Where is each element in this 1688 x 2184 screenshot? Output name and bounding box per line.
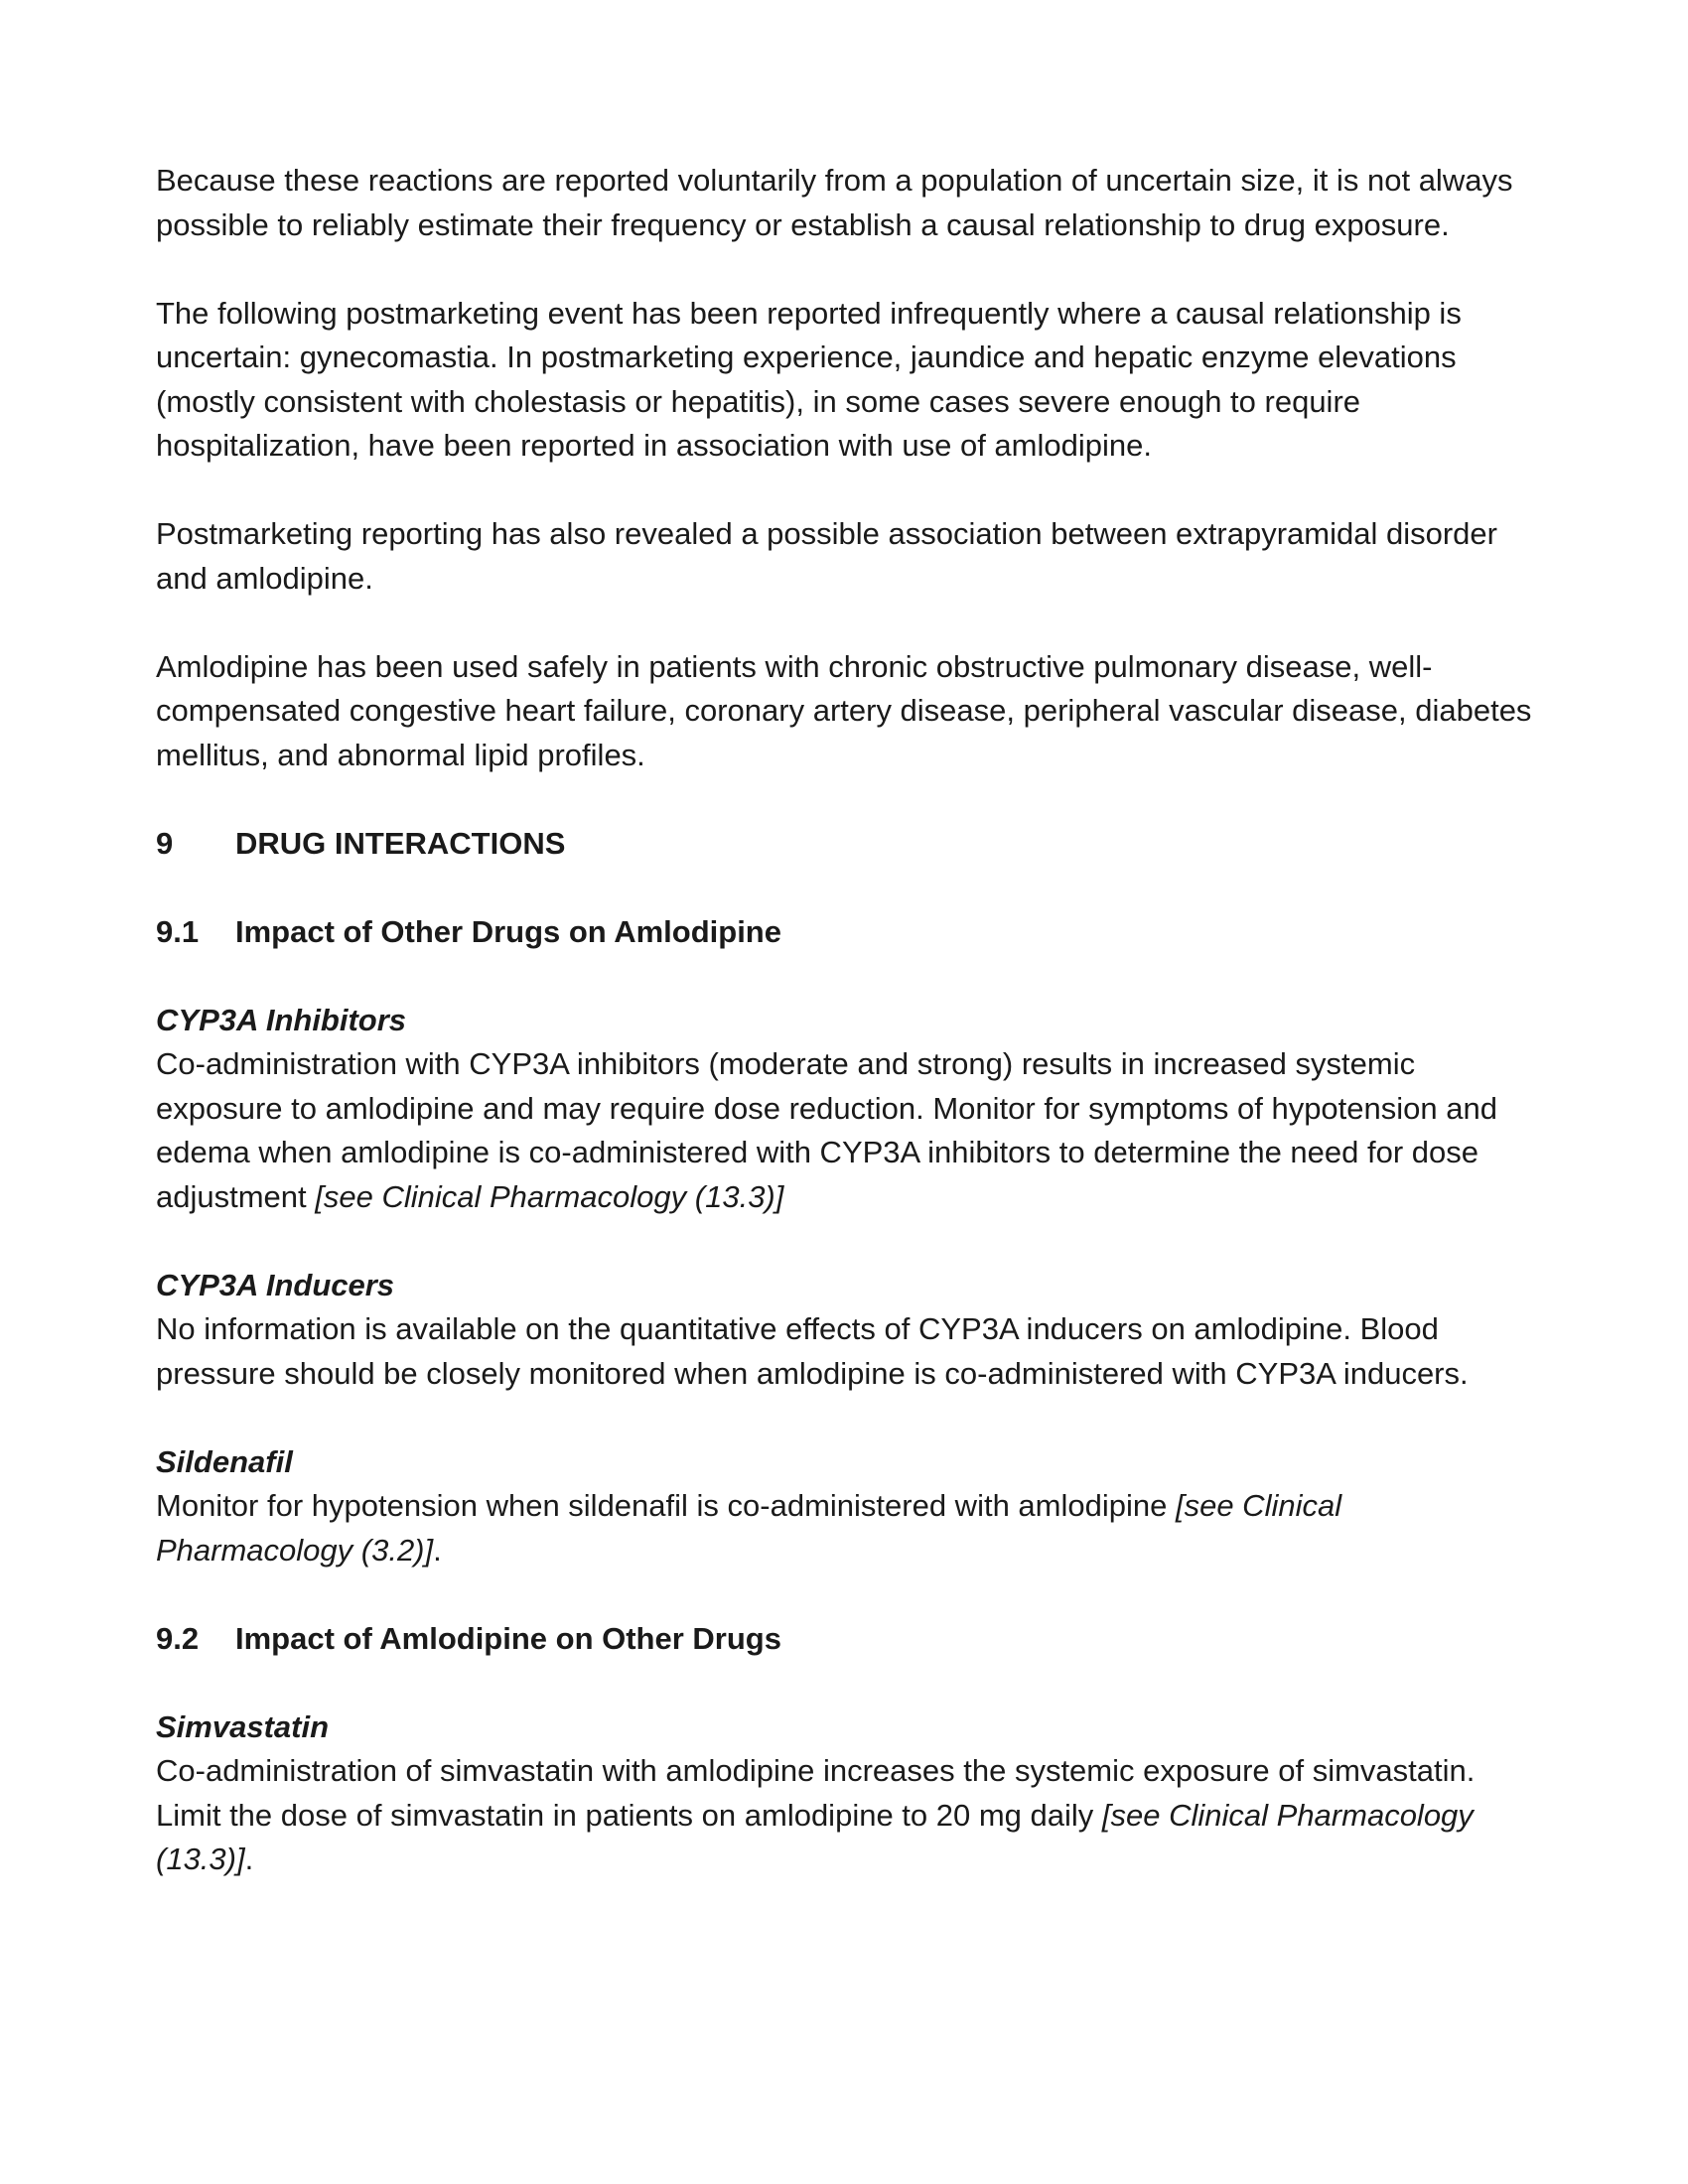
cyp3a-inducers-text: No information is available on the quantitative effects of CYP3A inducers on amlodipine. Blood pressure should be closely monitored when amlodipine is co-administered with CYP3A inducers. — [156, 1311, 1469, 1391]
sildenafil-heading: Sildenafil — [156, 1443, 293, 1479]
section-9-1-title: Impact of Other Drugs on Amlodipine — [235, 913, 781, 949]
paragraph-extrapyramidal: Postmarketing reporting has also revealed a possible association between extrapyramidal disorder and amlodipine. — [156, 516, 1497, 596]
section-9-1-number: 9.1 — [156, 913, 200, 949]
section-9-2-heading — [156, 1617, 1546, 1662]
simvastatin-heading: Simvastatin — [156, 1708, 330, 1744]
section-9-title: DRUG INTERACTIONS — [235, 825, 566, 861]
simvastatin-end: . — [244, 1842, 254, 1876]
sildenafil-reference: [see Clinical Pharmacology (3.2)] — [156, 1488, 1342, 1568]
cyp3a-inhibitors-text — [156, 1042, 1546, 1219]
paragraph-postmarketing-event: The following postmarketing event has been reported infrequently where a causal relationship is uncertain: gynecomastia. In postmarketing experience, jaundice and hepatic enzyme elevations (mostly consistent with cholestasis or hepatitis), in some cases severe enough to require hospitalization, have been reported in association with use of amlodipine. — [156, 295, 1462, 463]
simvastatin-text — [156, 1749, 1546, 1882]
section-9-1-heading — [156, 910, 1546, 955]
section-9-number: 9 — [156, 825, 174, 861]
paragraph-voluntary-reporting: Because these reactions are reported voluntarily from a population of uncertain size, it is not always possible to reliably estimate their frequency or establish a causal relationship to drug exposure. — [156, 163, 1513, 242]
document-page — [156, 159, 1546, 1926]
simvastatin-block — [156, 1706, 1546, 1882]
section-9-heading — [156, 822, 1546, 867]
cyp3a-inhibitors-body: Co-administration with CYP3A inhibitors (moderate and strong) results in increased systemic exposure to amlodipine and may require dose reduction. Monitor for symptoms of hypotension and edema when amlodipine is co-administered with CYP3A inhibitors to determine the need for dose adjustment — [156, 1046, 1497, 1214]
simvastatin-reference: [see Clinical Pharmacology (13.3)] — [156, 1797, 1474, 1876]
sildenafil-end: . — [433, 1532, 442, 1568]
cyp3a-inducers-block — [156, 1264, 1546, 1397]
cyp3a-inducers-heading: CYP3A Inducers — [156, 1267, 395, 1302]
sildenafil-text — [156, 1484, 1546, 1572]
paragraph-safe-use: Amlodipine has been used safely in patients with chronic obstructive pulmonary disease, well-compensated congestive heart failure, coronary artery disease, peripheral vascular disease, diabetes mellitus, and abnormal lipid profiles. — [156, 648, 1532, 772]
sildenafil-block — [156, 1440, 1546, 1573]
sildenafil-body: Monitor for hypotension when sildenafil is co-administered with amlodipine — [156, 1488, 1176, 1523]
cyp3a-inhibitors-heading: CYP3A Inhibitors — [156, 1002, 407, 1037]
section-9-2-title: Impact of Amlodipine on Other Drugs — [235, 1620, 781, 1656]
cyp3a-inhibitors-block — [156, 999, 1546, 1220]
simvastatin-body: Co-administration of simvastatin with amlodipine increases the systemic exposure of simvastatin. Limit the dose of simvastatin in patients on amlodipine to 20 mg daily — [156, 1753, 1476, 1833]
section-9-2-number: 9.2 — [156, 1620, 200, 1656]
cyp3a-inhibitors-reference: [see Clinical Pharmacology (13.3)] — [315, 1178, 784, 1214]
